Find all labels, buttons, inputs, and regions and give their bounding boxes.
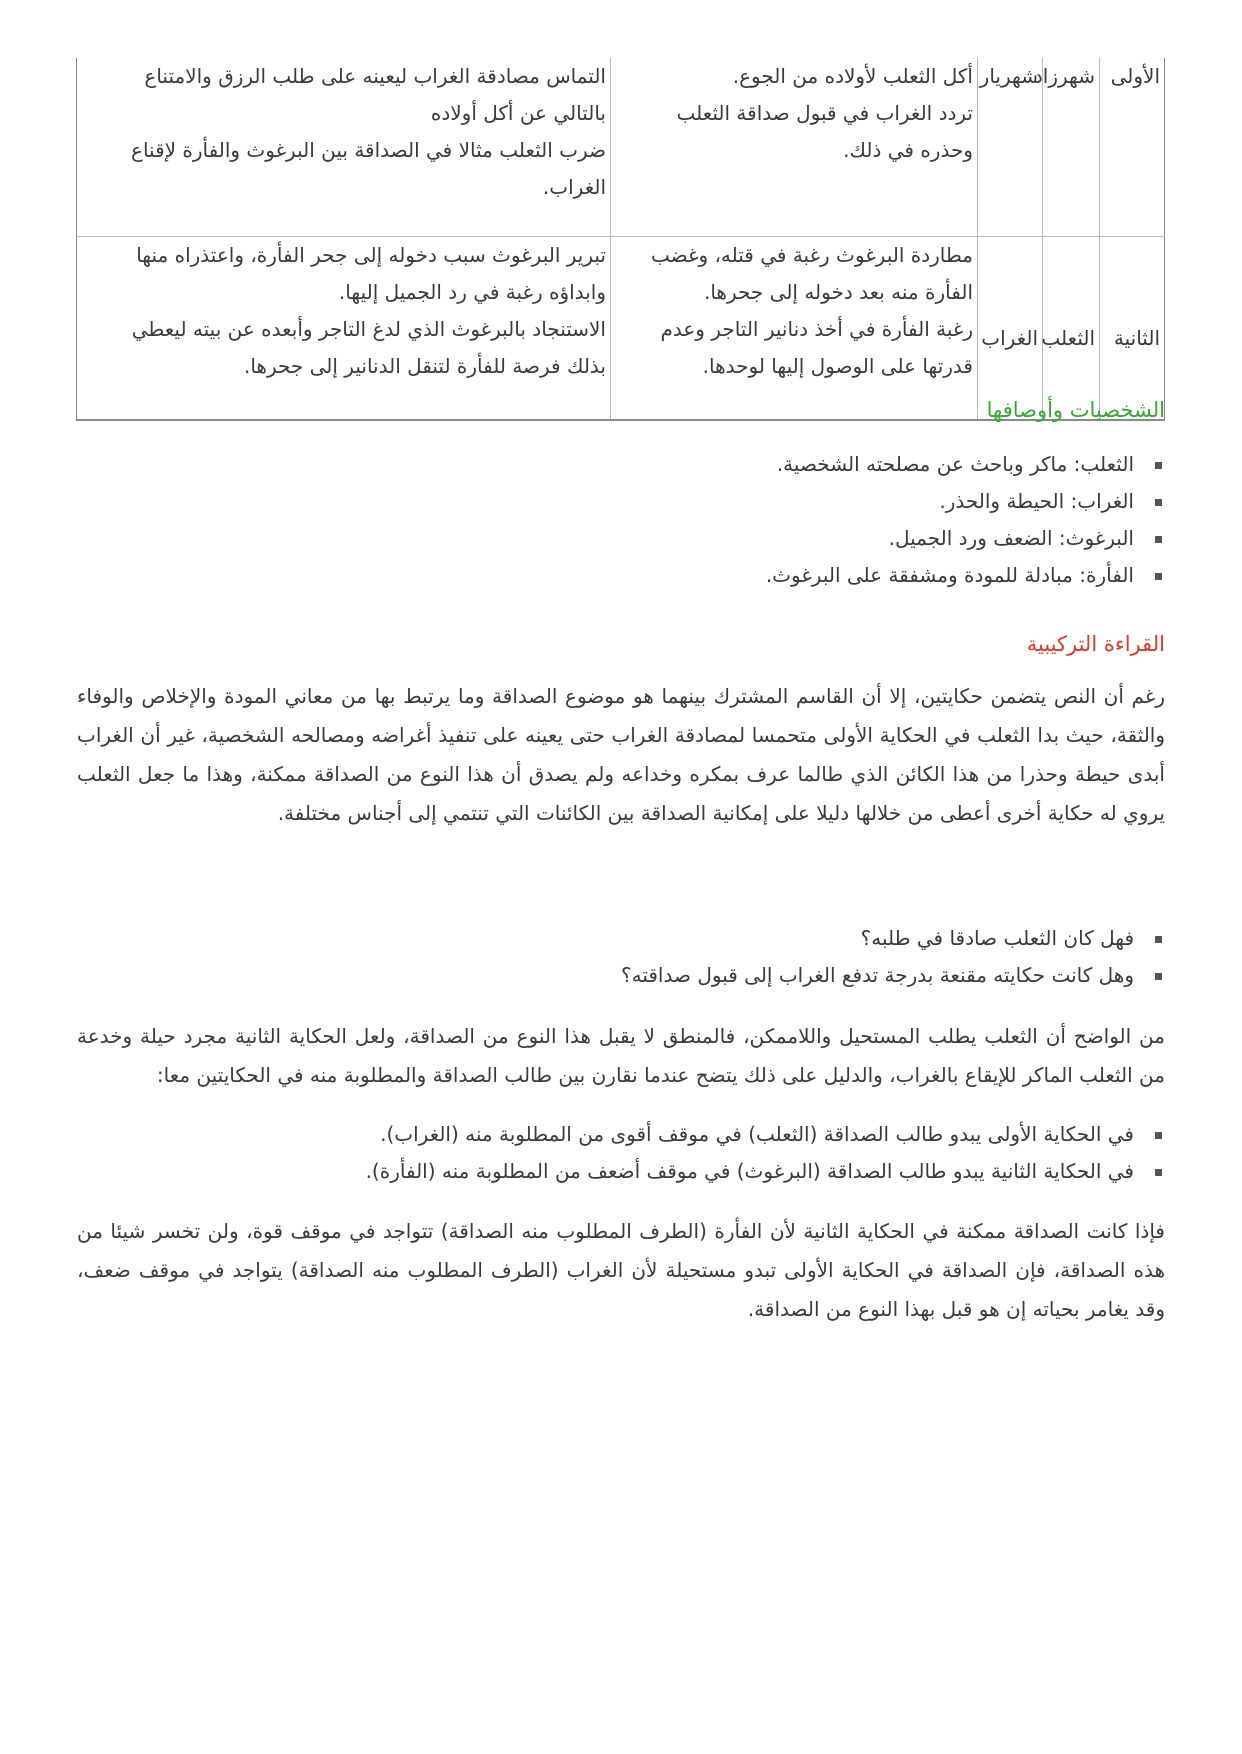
bullet-square-icon [1155,499,1162,506]
synthesis-heading: القراءة التركيبية [1026,632,1165,656]
list-item: وهل كانت حكايته مقنعة بدرجة تدفع الغراب إلى قبول صداقته؟ [77,957,1165,994]
story-cell: الأولى [1100,58,1165,237]
synthesis-paragraph-1: رغم أن النص يتضمن حكايتين، إلا أن القاسم المشترك بينهما هو موضوع الصداقة وما يرتبط بها من معاني المودة والإخلاص والوفاء والثقة، حيث بدا الثعلب في الحكاية الأولى متحمسا لمصادقة الغراب حتى يعينه على تنفيذ أغراضه ومصالحه الشخصية، غير أن الغراب أبدى حيطة وحذرا من هذا الكائن الذي طالما عرف بمكره وخداعه ولم يصدق أن هذا النوع من الصداقة ممكنة، وهذا ما جعل الثعلب يروي له حكاية أخرى أعطى من خلالها دليلا على إمكانية الصداقة بين الكائنات التي تنتمي إلى أجناس مختلفة. [77,684,1165,825]
list-item: الغراب: الحيطة والحذر. [77,483,1165,520]
bullet-square-icon [1155,973,1162,980]
events-cell: أكل الثعلب لأولاده من الجوع. تردد الغراب في قبول صداقة الثعلب وحذره في ذلك. [611,58,978,237]
list-item: فهل كان الثعلب صادقا في طلبه؟ [77,920,1165,957]
list-item: البرغوث: الضعف ورد الجميل. [77,520,1165,557]
bullet-square-icon [1155,1169,1162,1176]
questions-list [77,920,1165,994]
details-cell: تبرير البرغوث سبب دخوله إلى جحر الفأرة، واعتذراه منها وابداؤه رغبة في رد الجميل إليها. الاستنجاد بالبرغوث الذي لدغ التاجر وأبعده عن بيته ليعطي بذلك فرصة للفأرة لتنقل الدنانير إلى جحرها. [77,237,611,421]
synthesis-paragraph-3: فإذا كانت الصداقة ممكنة في الحكاية الثانية لأن الفأرة (الطرف المطلوب منه الصداقة) تتواجد في موقف قوة، ولن تخسر شيئا من هذه الصداقة، فإن الصداقة في الحكاية الأولى تبدو مستحيلة لأن الغراب (الطرف المطلوب منه الصداقة) يتواجد في موقف ضعف، وقد يغامر بحياته إن هو قبل بهذا النوع من الصداقة. [77,1219,1165,1321]
list-item: في الحكاية الأولى يبدو طالب الصداقة (الثعلب) في موقف أقوى من المطلوبة منه (الغراب). [77,1116,1165,1153]
comparison-list [77,1116,1165,1190]
bullet-square-icon [1155,536,1162,543]
table-row [77,237,1165,421]
synthesis-paragraph-2: من الواضح أن الثعلب يطلب المستحيل واللاممكن، فالمنطق لا يقبل هذا النوع من الصداقة، ولعل الحكاية الثانية مجرد حيلة وخدعة من الثعلب الماكر للإيقاع بالغراب، والدليل على ذلك يتضح عندما نقارن بين طالب الصداقة والمطلوبة منه في الحكايتين معا: [77,1024,1165,1087]
list-item: الثعلب: ماكر وباحث عن مصلحته الشخصية. [77,446,1165,483]
bullet-square-icon [1155,1132,1162,1139]
bullet-square-icon [1155,573,1162,580]
events-cell: مطاردة البرغوث رغبة في قتله، وغضب الفأرة منه بعد دخوله إلى جحرها. رغبة الفأرة في أخذ دنانير التاجر وعدم قدرتها على الوصول إليها لوحدها. [611,237,978,421]
bullet-square-icon [1155,936,1162,943]
narrator-cell: شهرزاد [1043,58,1100,237]
list-item: في الحكاية الثانية يبدو طالب الصداقة (البرغوث) في موقف أضعف من المطلوبة منه (الفأرة). [77,1153,1165,1190]
listener-cell: الغراب [978,237,1043,421]
characters-list [77,446,1165,594]
details-cell: التماس مصادقة الغراب ليعينه على طلب الرزق والامتناع بالتالي عن أكل أولاده ضرب الثعلب مثالا في الصداقة بين البرغوث والفأرة لإقناع الغراب. [131,64,606,199]
list-item: الفأرة: مبادلة للمودة ومشفقة على البرغوث. [77,557,1165,594]
bullet-square-icon [1155,462,1162,469]
story-table [76,58,1165,421]
listener-cell: شهريار [978,58,1043,237]
characters-heading: الشخصيات وأوصافها [986,398,1165,422]
narrator-cell: الثعلب [1043,237,1100,421]
table-row [77,58,1165,237]
story-cell: الثانية [1100,237,1165,421]
page [77,58,1165,1321]
